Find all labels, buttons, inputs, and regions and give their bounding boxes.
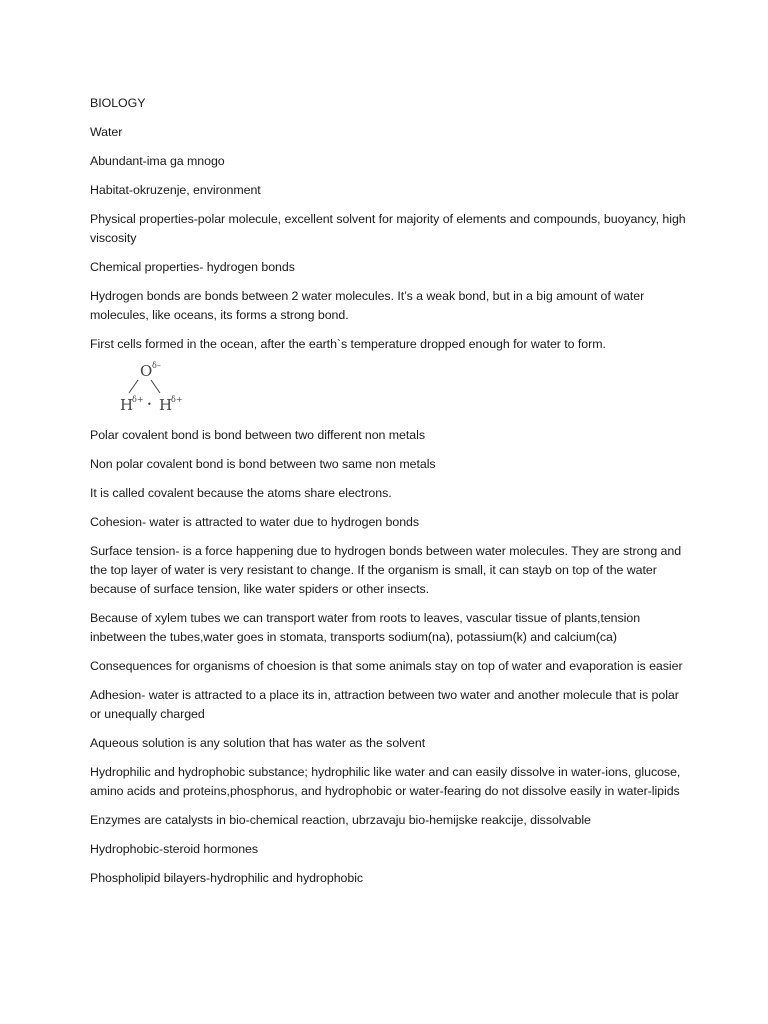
doc-title: BIOLOGY — [90, 96, 146, 110]
hydrogen-left-symbol: H — [120, 396, 134, 414]
paragraph: Hydrogen bonds are bonds between 2 water molecules. It’s a weak bond, but in a big amount of water molecules, like oceans, its forms a strong bond. — [90, 289, 645, 322]
paragraph: Aqueous solution is any solution that has water as the solvent — [90, 736, 426, 750]
paragraph: It is called covalent because the atoms share electrons. — [90, 486, 392, 500]
bond-right — [151, 380, 160, 393]
paragraph: Habitat-okruzenje, environment — [90, 183, 261, 197]
paragraph: First cells formed in the ocean, after the earth`s temperature dropped enough for water to form. — [90, 337, 606, 351]
paragraph: Adhesion- water is attracted to a place its in, attraction between two water and another molecule that is polar or unequally charged — [90, 688, 679, 721]
oxygen-symbol: O — [140, 362, 153, 380]
paragraph: Surface tension- is a force happening due to hydrogen bonds between water molecules. They are strong and the top layer of water is very resistant to change. If the organism is small, it can stayb on top of the water because of surface tension, like water spiders or other insects. — [90, 544, 682, 596]
hydrogen-bond-dot: • — [147, 400, 152, 409]
paragraph: Physical properties-polar molecule, excellent solvent for majority of elements and compounds, buoyancy, high viscosity — [90, 212, 686, 245]
paragraph: Polar covalent bond is bond between two different non metals — [90, 428, 425, 442]
oxygen-charge: δ– — [152, 361, 161, 370]
hydrogen-left-charge: δ+ — [132, 395, 144, 404]
paragraph: Abundant-ima ga mnogo — [90, 154, 225, 168]
paragraph: Hydrophilic and hydrophobic substance; hydrophilic like water and can easily dissolve in water-ions, glucose, amino acids and proteins,phosphorus, and hydrophobic or water-fearing do not dissolve easily in water-lipids — [90, 765, 681, 798]
paragraph: Hydrophobic-steroid hormones — [90, 842, 259, 856]
water-molecule-diagram — [118, 358, 238, 414]
bond-left — [129, 380, 138, 393]
document-body — [90, 94, 690, 898]
paragraph: Consequences for organisms of choesion is that some animals stay on top of water and evaporation is easier — [90, 659, 683, 673]
paragraph: Enzymes are catalysts in bio-chemical reaction, ubrzavaju bio-hemijske reakcije, dissolvable — [90, 813, 591, 827]
paragraph: Phospholipid bilayers-hydrophilic and hydrophobic — [90, 871, 364, 885]
paragraph: Cohesion- water is attracted to water due to hydrogen bonds — [90, 515, 420, 529]
hydrogen-right-charge: δ+ — [171, 395, 183, 404]
paragraphs-before-diagram — [90, 94, 690, 354]
water-molecule-svg — [118, 358, 238, 414]
section-heading-water: Water — [90, 125, 123, 139]
paragraph: Chemical properties- hydrogen bonds — [90, 260, 295, 274]
hydrogen-right-symbol: H — [159, 396, 173, 414]
paragraph: Non polar covalent bond is bond between two same non metals — [90, 457, 436, 471]
paragraph: Because of xylem tubes we can transport water from roots to leaves, vascular tissue of plants,tension inbetween the tubes,water goes in stomata, transports sodium(na), potassium(k) and calcium(ca) — [90, 611, 641, 644]
paragraphs-after-diagram — [90, 426, 690, 888]
